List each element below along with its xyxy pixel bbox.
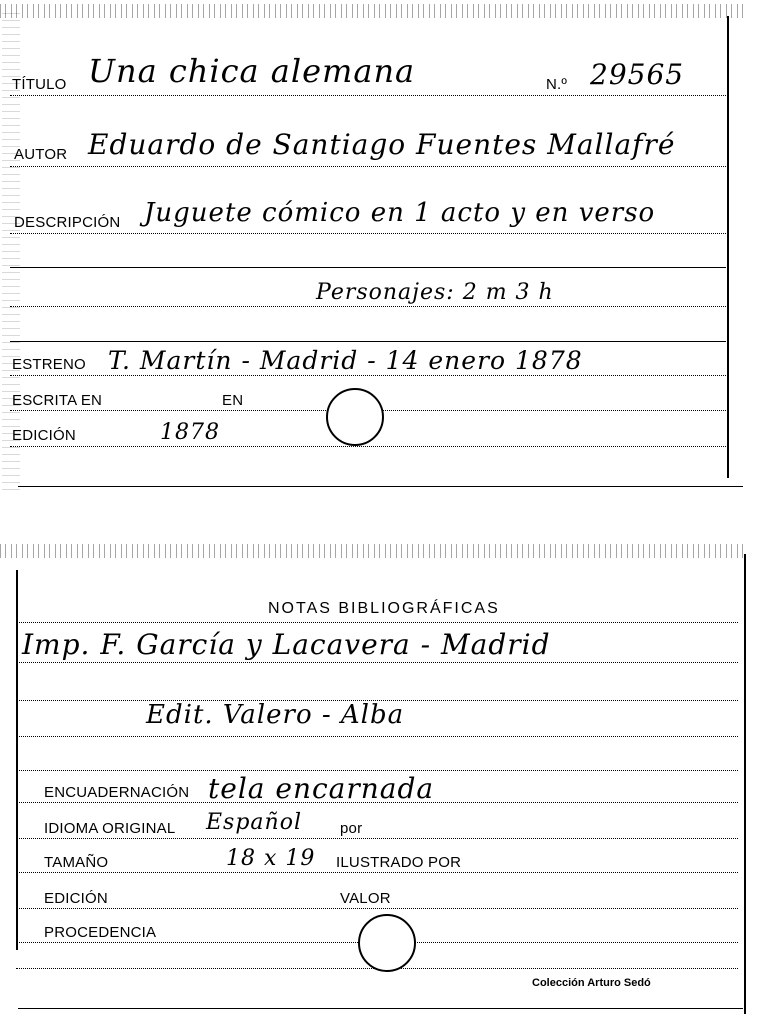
card-edge bbox=[744, 554, 746, 1014]
titulo-label: TÍTULO bbox=[12, 76, 67, 93]
autor-label: AUTOR bbox=[14, 146, 68, 163]
rule-encuadernacion bbox=[16, 802, 738, 803]
card-bottom-edge bbox=[18, 486, 743, 487]
rule-edicion-back bbox=[16, 908, 738, 909]
scan-noise bbox=[0, 544, 745, 558]
catalog-card-front bbox=[0, 0, 759, 492]
tamano-label: TAMAÑO bbox=[44, 854, 109, 871]
card-edge bbox=[727, 16, 729, 478]
card-left-edge bbox=[16, 570, 18, 950]
numero-value: 29565 bbox=[590, 58, 685, 91]
escrita-en-label: ESCRITA EN bbox=[12, 392, 103, 409]
rule-autor bbox=[10, 166, 726, 167]
rule-estreno bbox=[10, 375, 726, 376]
rule-edicion bbox=[10, 446, 726, 447]
rule-descripcion bbox=[10, 233, 726, 234]
rule-titulo bbox=[10, 95, 726, 96]
numero-label: N.º bbox=[546, 76, 568, 93]
punch-hole bbox=[358, 914, 416, 972]
valor-label: VALOR bbox=[340, 890, 391, 907]
encuadernacion-label: ENCUADERNACIÓN bbox=[44, 784, 190, 801]
rule-notes-3 bbox=[16, 736, 738, 737]
descripcion-label: DESCRIPCIÓN bbox=[14, 214, 121, 231]
punch-hole bbox=[326, 388, 384, 446]
rule-notes-1 bbox=[16, 662, 738, 663]
por-label: por bbox=[340, 820, 363, 837]
idioma-label: IDIOMA ORIGINAL bbox=[44, 820, 176, 837]
idioma-value: Español bbox=[206, 810, 302, 835]
procedencia-label: PROCEDENCIA bbox=[44, 924, 157, 941]
card-bottom-edge bbox=[18, 1008, 743, 1009]
autor-value: Eduardo de Santiago Fuentes Mallafré bbox=[88, 128, 676, 161]
rule-personajes bbox=[10, 306, 726, 307]
rule-notes-4 bbox=[16, 770, 738, 771]
rule-notes-2 bbox=[16, 700, 738, 701]
edicion-label: EDICIÓN bbox=[12, 427, 76, 444]
notes-line-2: Edit. Valero - Alba bbox=[146, 700, 405, 730]
en-label: EN bbox=[222, 392, 244, 409]
estreno-label: ESTRENO bbox=[12, 356, 86, 373]
scan-noise bbox=[0, 4, 745, 18]
rule-idioma bbox=[16, 838, 738, 839]
personajes-value: Personajes: 2 m 3 h bbox=[316, 280, 554, 305]
edicion-label-back: EDICIÓN bbox=[44, 890, 108, 907]
collection-footer: Colección Arturo Sedó bbox=[532, 977, 651, 989]
edicion-value: 1878 bbox=[160, 420, 220, 445]
rule-blank bbox=[10, 267, 726, 268]
tamano-value: 18 x 19 bbox=[226, 846, 316, 871]
notes-line-1: Imp. F. García y Lacavera - Madrid bbox=[22, 628, 551, 661]
titulo-value: Una chica alemana bbox=[88, 52, 416, 90]
rule-blank-2 bbox=[10, 341, 726, 342]
rule-heading bbox=[16, 622, 738, 623]
encuadernacion-value: tela encarnada bbox=[208, 772, 435, 805]
descripcion-value: Juguete cómico en 1 acto y en verso bbox=[144, 198, 656, 228]
ilustrado-label: ILUSTRADO POR bbox=[336, 854, 462, 871]
rule-tamano bbox=[16, 872, 738, 873]
notas-heading: NOTAS BIBLIOGRÁFICAS bbox=[268, 600, 500, 617]
catalog-card-back bbox=[0, 540, 759, 1028]
estreno-value: T. Martín - Madrid - 14 enero 1878 bbox=[108, 346, 583, 375]
